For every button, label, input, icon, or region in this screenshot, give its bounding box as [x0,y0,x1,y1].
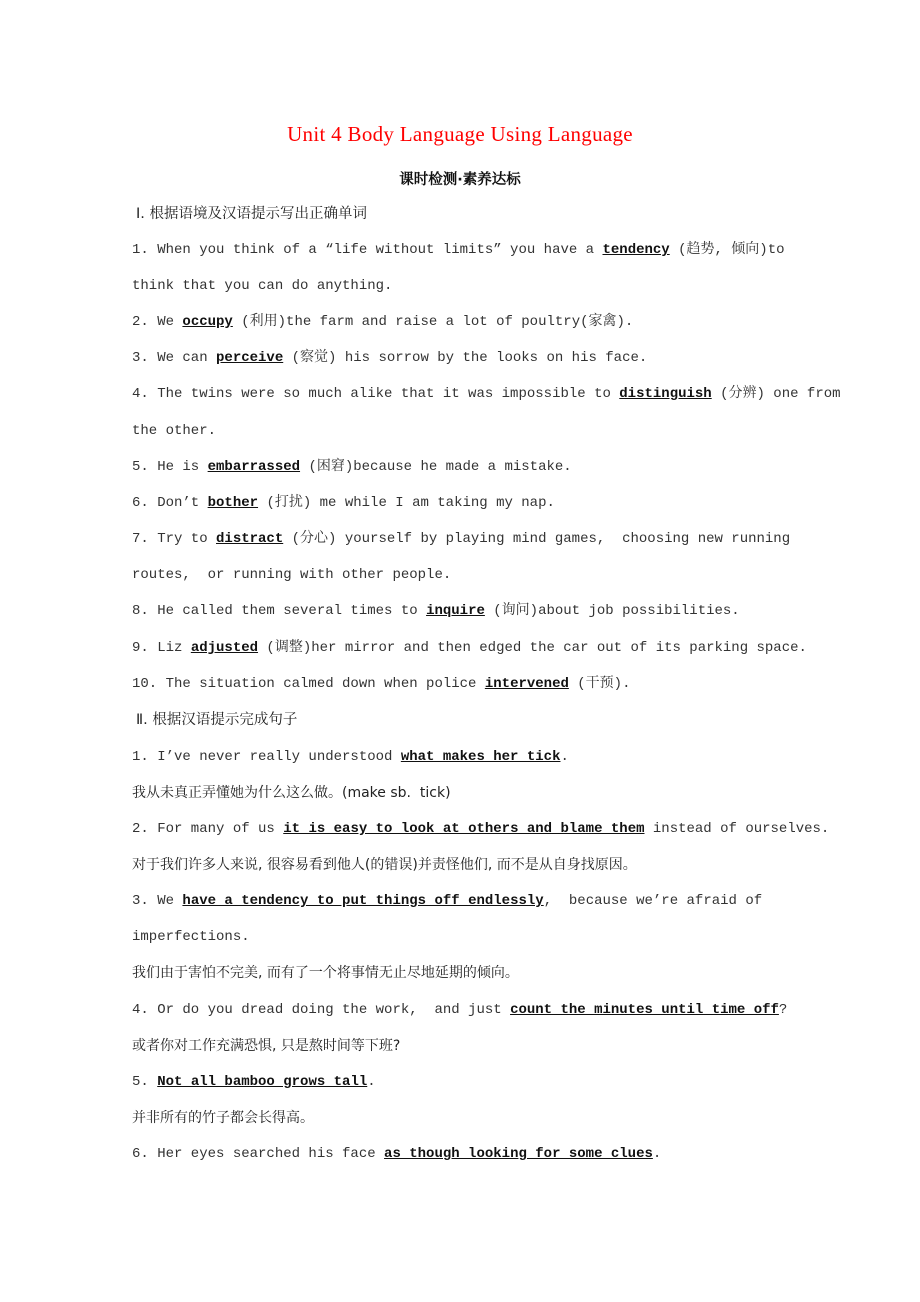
item-hint: (调整)her mirror and then edged the car out of its parking space. [258,640,807,656]
item-text: 2. We [132,314,183,330]
item-hint: (打扰) me while I am taking my nap. [258,495,555,511]
exercise-item [132,638,807,658]
exercise-item [132,1072,376,1092]
item-text: 10. The situation calmed down when police [132,676,485,692]
item-text-end: , because we’re afraid of [543,893,763,909]
item-text-end: . [560,749,569,765]
answer: it is easy to look at others and blame them [283,821,645,837]
exercise-item [132,674,630,694]
answer: distinguish [619,386,712,402]
answer: as though looking for some clues [384,1146,653,1162]
answer: distract [216,531,284,547]
exercise-item [132,457,572,477]
answer: occupy [182,314,233,330]
section-1-heading: Ⅰ. 根据语境及汉语提示写出正确单词 [136,206,367,222]
item-hint: (困窘)because he made a mistake. [300,459,572,475]
exercise-item [132,747,569,767]
item-text: 6. Her eyes searched his face [132,1146,385,1162]
page-subtitle: 课时检测·素养达标 [399,172,521,188]
answer: inquire [426,603,485,619]
translation: 或者你对工作充满恐惧, 只是熬时间等下班? [132,1038,401,1054]
item-text: 2. For many of us [132,821,284,837]
answer: Not all bamboo grows tall [157,1074,368,1090]
item-text-end: ? [778,1002,788,1018]
item-text: 4. The twins were so much alike that it was impossible to [132,386,620,402]
item-text: 4. Or do you dread doing the work, and just [132,1002,511,1018]
translation: 我从未真正弄懂她为什么这么做。(make sb. tick) [132,785,451,801]
exercise-item-continued: the other. [132,423,217,439]
exercise-item [132,601,740,621]
item-text-end: . [367,1074,376,1090]
item-text: 5. [132,1074,158,1090]
item-hint: (分辨) one from [711,386,841,402]
answer: tendency [602,242,670,258]
section-2-heading: Ⅱ. 根据汉语提示完成句子 [136,712,298,728]
exercise-item [132,891,762,911]
exercise-item [132,529,790,549]
answer: embarrassed [207,459,301,475]
item-hint: (利用)the farm and raise a lot of poultry(家禽). [232,314,634,330]
item-text: 5. He is [132,459,208,475]
item-text-end: . [652,1146,662,1162]
item-text: 6. Don’t [132,495,208,511]
item-text: 7. Try to [132,531,217,547]
item-hint: (趋势, 倾向)to [669,242,785,258]
item-hint: (询问)about job possibilities. [484,603,740,619]
translation: 并非所有的竹子都会长得高。 [132,1110,314,1126]
item-text-end: instead of ourselves. [644,821,830,837]
answer: count the minutes until time off [510,1002,779,1018]
exercise-item [132,1144,661,1164]
exercise-item-continued: routes, or running with other people. [132,567,452,583]
exercise-item [132,312,633,332]
item-text: 3. We [132,893,183,909]
exercise-item-continued: imperfections. [132,929,250,945]
item-text: 9. Liz [132,640,191,656]
translation: 我们由于害怕不完美, 而有了一个将事情无止尽地延期的倾向。 [132,965,519,981]
exercise-item-continued: think that you can do anything. [132,278,393,294]
exercise-item [132,348,647,368]
exercise-item [132,1000,787,1020]
answer: have a tendency to put things off endlessly [182,893,544,909]
exercise-item [132,240,785,260]
translation: 对于我们许多人来说, 很容易看到他人(的错误)并责怪他们, 而不是从自身找原因。 [132,857,637,873]
page-title: Unit 4 Body Language Using Language [287,122,633,146]
exercise-item [132,493,555,513]
item-text: 1. I’ve never really understood [132,749,401,765]
item-text: 8. He called them several times to [132,603,427,619]
item-hint: (察觉) his sorrow by the looks on his face. [283,350,648,366]
exercise-item [132,384,841,404]
item-text: 1. When you think of a “life without limits” you have a [132,242,603,258]
answer: bother [207,495,259,511]
item-text: 3. We can [132,350,217,366]
answer: perceive [216,350,284,366]
answer: intervened [484,676,569,692]
exercise-item [132,819,829,839]
item-hint: (干预). [568,676,631,692]
answer: what makes her tick [400,749,561,765]
answer: adjusted [190,640,259,656]
item-hint: (分心) yourself by playing mind games, choosing new running [283,531,791,547]
